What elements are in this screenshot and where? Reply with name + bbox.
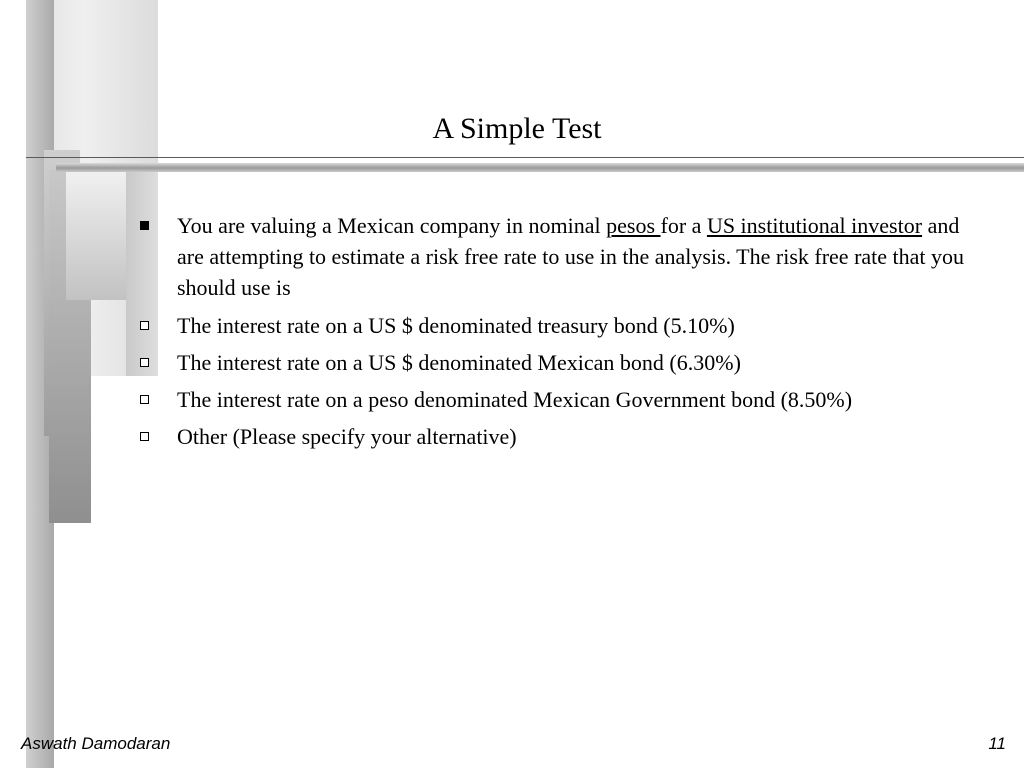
decorative-bar xyxy=(66,172,126,300)
question-item xyxy=(138,210,968,303)
title-underbar xyxy=(56,163,1024,172)
slide-title: A Simple Test xyxy=(432,112,602,145)
hollow-square-bullet-icon xyxy=(140,321,149,330)
slide-body xyxy=(138,210,968,458)
hollow-square-bullet-icon xyxy=(140,358,149,367)
option-item xyxy=(138,310,968,341)
filled-square-bullet-icon xyxy=(140,221,149,230)
option-item xyxy=(138,347,968,378)
title-divider xyxy=(26,157,1024,158)
question-text: for a xyxy=(660,213,707,238)
footer-author: Aswath Damodaran xyxy=(21,734,171,753)
option-text: Other (Please specify your alternative) xyxy=(177,424,517,449)
option-text: The interest rate on a peso denominated Mexican Government bond (8.50%) xyxy=(177,387,853,412)
page-number: 11 xyxy=(988,734,1006,753)
question-text: You are valuing a Mexican company in nominal xyxy=(177,213,607,238)
us-institutional-investor-link[interactable]: US institutional investor xyxy=(706,213,923,238)
option-item xyxy=(138,421,968,452)
option-text: The interest rate on a US $ denominated treasury bond (5.10%) xyxy=(177,313,735,338)
hollow-square-bullet-icon xyxy=(140,432,149,441)
pesos-link[interactable]: pesos xyxy=(606,213,661,238)
option-text: The interest rate on a US $ denominated Mexican bond (6.30%) xyxy=(177,350,741,375)
question-text: and are attempting to estimate a risk free rate to use in the analysis. The risk free rate that you should use is xyxy=(177,213,965,300)
hollow-square-bullet-icon xyxy=(140,395,149,404)
option-item xyxy=(138,384,968,415)
